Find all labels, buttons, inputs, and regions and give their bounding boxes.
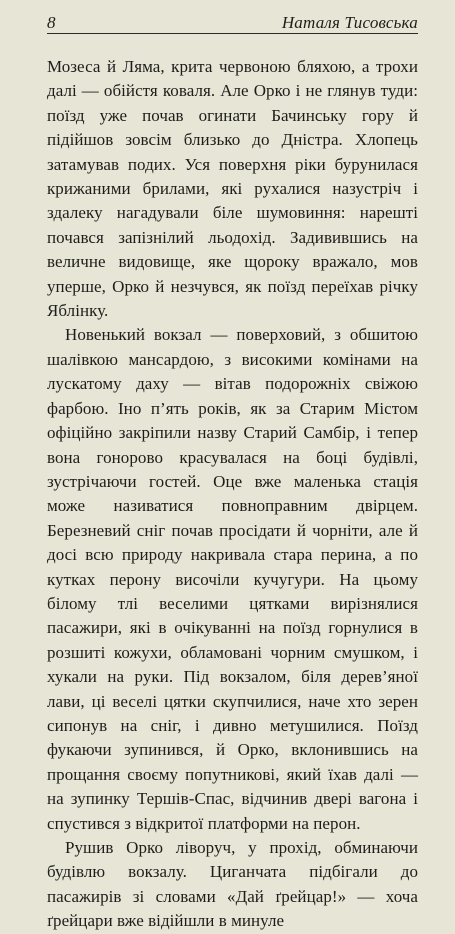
header-rule (47, 33, 418, 34)
page-number: 8 (47, 13, 56, 32)
running-head-author: Наталя Тисовська (281, 13, 418, 32)
paragraph-2: Новенький вокзал — поверховий, з обшитою шалівкою мансардою, з високими комінами на лускатому даху — вітав подорожніх свіжою фарбою. Іно п’ять років, як за Старим Містом офіційно закріпили назву Старий Самбір, і тепер вона гоноровo красувалася на боці будівлі, зустрічаючи гостей. Оце вже маленька стація може називатися повноправним двірцем. Березневий сніг почав просідати й чорніти, але й досі всю природу накривала стара перина, а по кутках перону височіли кучугури. На цьому білому тлі веселими цятками вирізнялися пасажири, які в очікуванні на поїзд горнулися в розшиті кожухи, обламовані чорним смушком, і хукали на руки. Під вокзалом, біля дерев’яної лави, ці веселі цятки скупчилися, наче хто зерен сипонув на сніг, і дивно метушилися. Поїзд фукаючи зупинився, й Орко, вклонившись на прощання своєму попутникові, який їхав далі — на зупинку Тершів-Спас, відчинив двері вагона і спустився з відкритої платформи на перон. (47, 325, 418, 833)
paragraph-3: Рушив Орко ліворуч, у прохід, обминаючи будівлю вокзалу. Циганчата підбігали до пасажирів зі словами «Дай ґрейцар!» — хоча ґрейцари вже відійшли в минуле (47, 838, 418, 931)
page-header (47, 0, 418, 39)
body-text (47, 55, 418, 934)
paragraph-1: Мозеса й Ляма, крита червоною бляхою, а трохи далі — обійстя коваля. Але Орко і не глянув туди: поїзд уже почав огинати Бачинську гору й підійшов зовсім близько до Дністра. Хлопець затамував подих. Уся поверхня ріки бурунилася крижаними брилами, які рухалися назустріч і здалеку нагадували біле шумовиння: нарешті почався запізнілий льодохід. Задивившись на величне видовище, яке щороку вражало, мов уперше, Орко й незчувся, як поїзд переїхав річку Яблінку. (47, 57, 418, 321)
